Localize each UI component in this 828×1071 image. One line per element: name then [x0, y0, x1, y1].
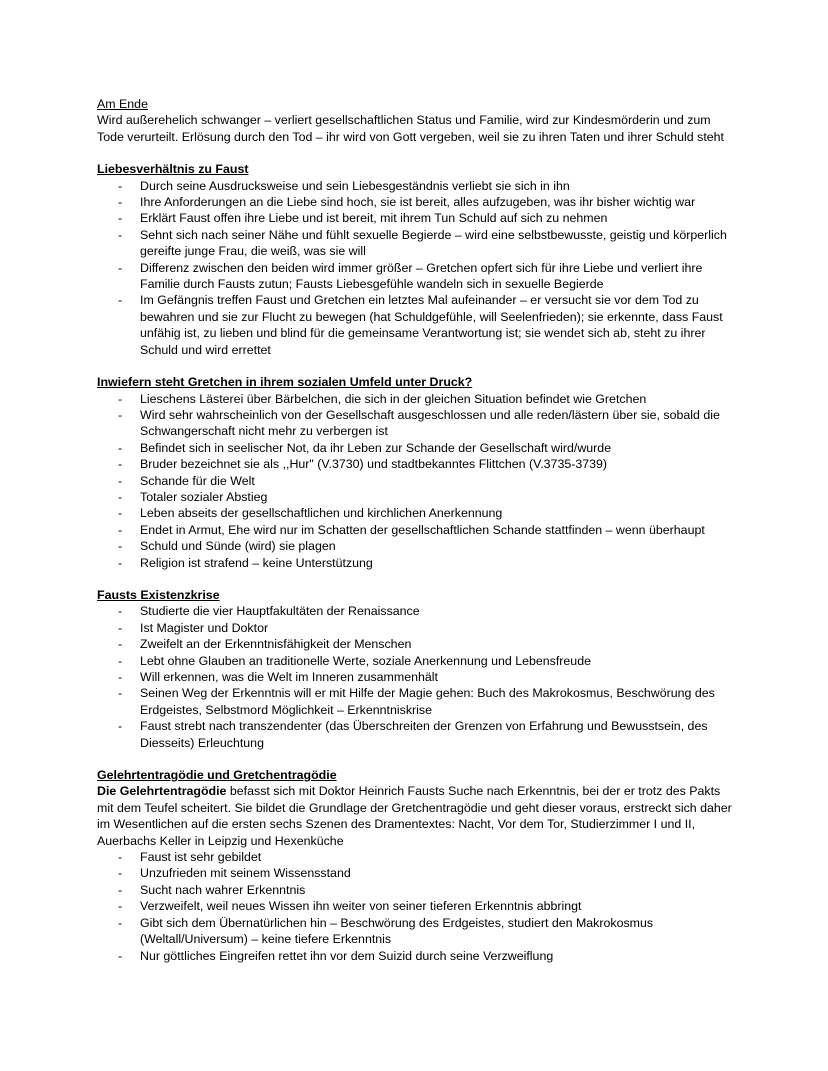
bullet-marker: - — [118, 473, 123, 488]
bullet-text: Studierte die vier Hauptfakultäten der Renaissance — [140, 604, 420, 619]
bullet-marker: - — [118, 522, 123, 537]
bullet-item — [97, 915, 733, 948]
bullet-text: Ihre Anforderungen an die Liebe sind hoch, sie ist bereit, alles aufzugeben, was ihr bisher wichtig war — [140, 195, 696, 210]
bullet-item — [97, 522, 733, 538]
bullet-item — [97, 538, 733, 554]
bullet-marker: - — [118, 506, 123, 521]
paragraph-bold-lead: Die Gelehrtentragödie — [97, 784, 227, 799]
bullet-marker: - — [118, 489, 123, 504]
bullet-text: Unzufrieden mit seinem Wissensstand — [140, 866, 351, 881]
bullet-marker: - — [118, 653, 123, 668]
section-paragraph — [97, 783, 733, 849]
bullet-item — [97, 473, 733, 489]
bullet-item — [97, 489, 733, 505]
bullet-item — [97, 391, 733, 407]
bullet-marker: - — [118, 637, 123, 652]
bullet-marker: - — [118, 620, 123, 635]
paragraph-text: befasst sich mit Doktor Heinrich Fausts Suche nach Erkenntnis, bei der er trotz des Pakts mit dem Teufel scheitert. Sie bildet die Grundlage der Gretchentragödie und geht dieser voraus, erstreckt sich daher im Wesentlichen auf die ersten sechs Szenen des Dramentextes: Nacht, Vor dem Tor, Studierzimmer I und II, Auerbachs Keller in Leipzig und Hexenküche — [97, 784, 732, 848]
bullet-marker: - — [118, 850, 123, 865]
bullet-marker: - — [118, 260, 123, 275]
bullet-text: Sehnt sich nach seiner Nähe und fühlt sexuelle Begierde – wird eine selbstbewusste, geistig und körperlich gereifte junge Frau, die weiß, was sie will — [140, 227, 727, 259]
bullet-item — [97, 882, 733, 898]
bullet-item — [97, 669, 733, 685]
bullet-marker: - — [118, 178, 123, 193]
bullet-item — [97, 948, 733, 964]
bullet-item — [97, 440, 733, 456]
bullet-text: Zweifelt an der Erkenntnisfähigkeit der Menschen — [140, 637, 412, 652]
bullet-marker: - — [118, 948, 123, 963]
bullet-marker: - — [118, 604, 123, 619]
bullet-text: Durch seine Ausdrucksweise und sein Liebesgeständnis verliebt sie sich in ihn — [140, 178, 570, 193]
bullet-text: Faust strebt nach transzendenter (das Überschreiten der Grenzen von Erfahrung und Bewusstsein, des Diesseits) Erleuchtung — [140, 719, 708, 750]
bullet-item — [97, 653, 733, 669]
bullet-text: Erklärt Faust offen ihre Liebe und ist bereit, mit ihrem Tun Schuld auf sich zu nehmen — [140, 211, 608, 226]
section-fausts-existenzkrise — [97, 587, 733, 751]
bullet-item — [97, 685, 733, 718]
bullet-marker: - — [118, 555, 123, 570]
bullet-text: Endet in Armut, Ehe wird nur im Schatten der gesellschaftlichen Schande stattfinden – wenn überhaupt — [140, 522, 705, 537]
bullet-text: Will erkennen, was die Welt im Inneren zusammenhält — [140, 670, 438, 684]
bullet-item — [97, 260, 733, 293]
section-am-ende — [97, 96, 733, 145]
bullet-text: Differenz zwischen den beiden wird immer größer – Gretchen opfert sich für ihre Liebe und verliert ihre Familie durch Fausts zutun; Fausts Liebesgefühle wandeln sich in sexuelle Begierde — [140, 260, 703, 292]
section-heading: Fausts Existenzkrise — [97, 587, 220, 602]
bullet-item — [97, 505, 733, 521]
bullet-item — [97, 194, 733, 210]
bullet-marker: - — [118, 407, 123, 422]
bullet-text: Faust ist sehr gebildet — [140, 850, 262, 865]
section-paragraph: Wird außerehelich schwanger – verliert gesellschaftlichen Status und Familie, wird zur Kindesmörderin und zum Tode verurteilt. Erlösung durch den Tod – ihr wird von Gott vergeben, weil sie zu ihren Taten und ihrer Schuld steht — [97, 113, 724, 144]
section-sozialer-druck — [97, 374, 733, 571]
section-heading: Liebesverhältnis zu Faust — [97, 162, 249, 177]
bullet-marker: - — [118, 457, 123, 472]
bullet-item — [97, 227, 733, 260]
bullet-item — [97, 603, 733, 619]
section-heading: Gelehrtentragödie und Gretchentragödie — [97, 768, 337, 783]
section-liebesverhaeltnis-zu-faust — [97, 161, 733, 358]
bullet-text: Wird sehr wahrscheinlich von der Gesellschaft ausgeschlossen und alle reden/lästern über sie, sobald die Schwangerschaft nicht mehr zu verbergen ist — [140, 407, 720, 439]
bullet-marker: - — [118, 686, 123, 701]
bullet-item — [97, 210, 733, 226]
document-content — [97, 96, 733, 964]
bullet-text: Nur göttliches Eingreifen rettet ihn vor dem Suizid durch seine Verzweiflung — [140, 948, 554, 963]
bullet-text: Im Gefängnis treffen Faust und Gretchen ein letztes Mal aufeinander – er versucht sie vor dem Tod zu bewahren und sie zur Flucht zu bewegen (hat Schuldgefühle, will Seelenfrieden); sie erkennte, dass Faust unfähig ist, zu lieben und blind für die gemeinsame Verantwortung ist; sie wendet sich ab, steht zu ihrer Schuld und wird errettet — [140, 293, 723, 357]
section-gelehrtentragoedie-und-gretchentragoedie — [97, 767, 733, 964]
section-heading: Am Ende — [97, 97, 148, 111]
bullet-text: Leben abseits der gesellschaftlichen und kirchlichen Anerkennung — [140, 506, 503, 521]
bullet-marker: - — [118, 539, 123, 554]
bullet-text: Lebt ohne Glauben an traditionelle Werte, soziale Anerkennung und Lebensfreude — [140, 653, 591, 668]
bullet-item — [97, 865, 733, 881]
bullet-text: Seinen Weg der Erkenntnis will er mit Hilfe der Magie gehen: Buch des Makrokosmus, Beschwörung des Erdgeistes, Selbstmord Möglichkeit – Erkenntniskrise — [140, 686, 715, 717]
bullet-marker: - — [118, 915, 123, 930]
bullet-marker: - — [118, 391, 123, 406]
bullet-text: Verzweifelt, weil neues Wissen ihn weiter von seiner tieferen Erkenntnis abbringt — [140, 899, 582, 914]
bullet-item — [97, 718, 733, 751]
bullet-marker: - — [118, 293, 123, 308]
bullet-item — [97, 898, 733, 914]
bullet-marker: - — [118, 195, 123, 210]
bullet-marker: - — [118, 882, 123, 897]
bullet-text: Schande für die Welt — [140, 473, 255, 488]
bullet-item — [97, 849, 733, 865]
section-heading: Inwiefern steht Gretchen in ihrem sozialen Umfeld unter Druck? — [97, 375, 473, 390]
bullet-item — [97, 620, 733, 636]
bullet-text: Befindet sich in seelischer Not, da ihr Leben zur Schande der Gesellschaft wird/wurde — [140, 440, 612, 455]
bullet-marker: - — [118, 670, 123, 684]
bullet-item — [97, 407, 733, 440]
bullet-item — [97, 555, 733, 571]
bullet-marker: - — [118, 719, 123, 734]
bullet-marker: - — [118, 866, 123, 881]
bullet-text: Religion ist strafend – keine Unterstützung — [140, 555, 373, 570]
bullet-text: Lieschens Lästerei über Bärbelchen, die sich in der gleichen Situation befindet wie Gretchen — [140, 391, 647, 406]
bullet-item — [97, 636, 733, 652]
bullet-marker: - — [118, 227, 123, 242]
bullet-item — [97, 456, 733, 472]
bullet-text: Schuld und Sünde (wird) sie plagen — [140, 539, 336, 554]
bullet-text: Ist Magister und Doktor — [140, 620, 269, 635]
bullet-text: Bruder bezeichnet sie als ,,Hur" (V.3730) und stadtbekanntes Flittchen (V.3735-3739) — [140, 457, 608, 472]
bullet-marker: - — [118, 899, 123, 914]
bullet-text: Totaler sozialer Abstieg — [140, 489, 268, 504]
bullet-item — [97, 292, 733, 358]
bullet-marker: - — [118, 211, 123, 226]
bullet-item — [97, 178, 733, 194]
bullet-text: Gibt sich dem Übernatürlichen hin – Beschwörung des Erdgeistes, studiert den Makrokosmus (Weltall/Universum) – keine tiefere Erkenntnis — [140, 915, 654, 947]
bullet-text: Sucht nach wahrer Erkenntnis — [140, 882, 306, 897]
bullet-marker: - — [118, 440, 123, 455]
